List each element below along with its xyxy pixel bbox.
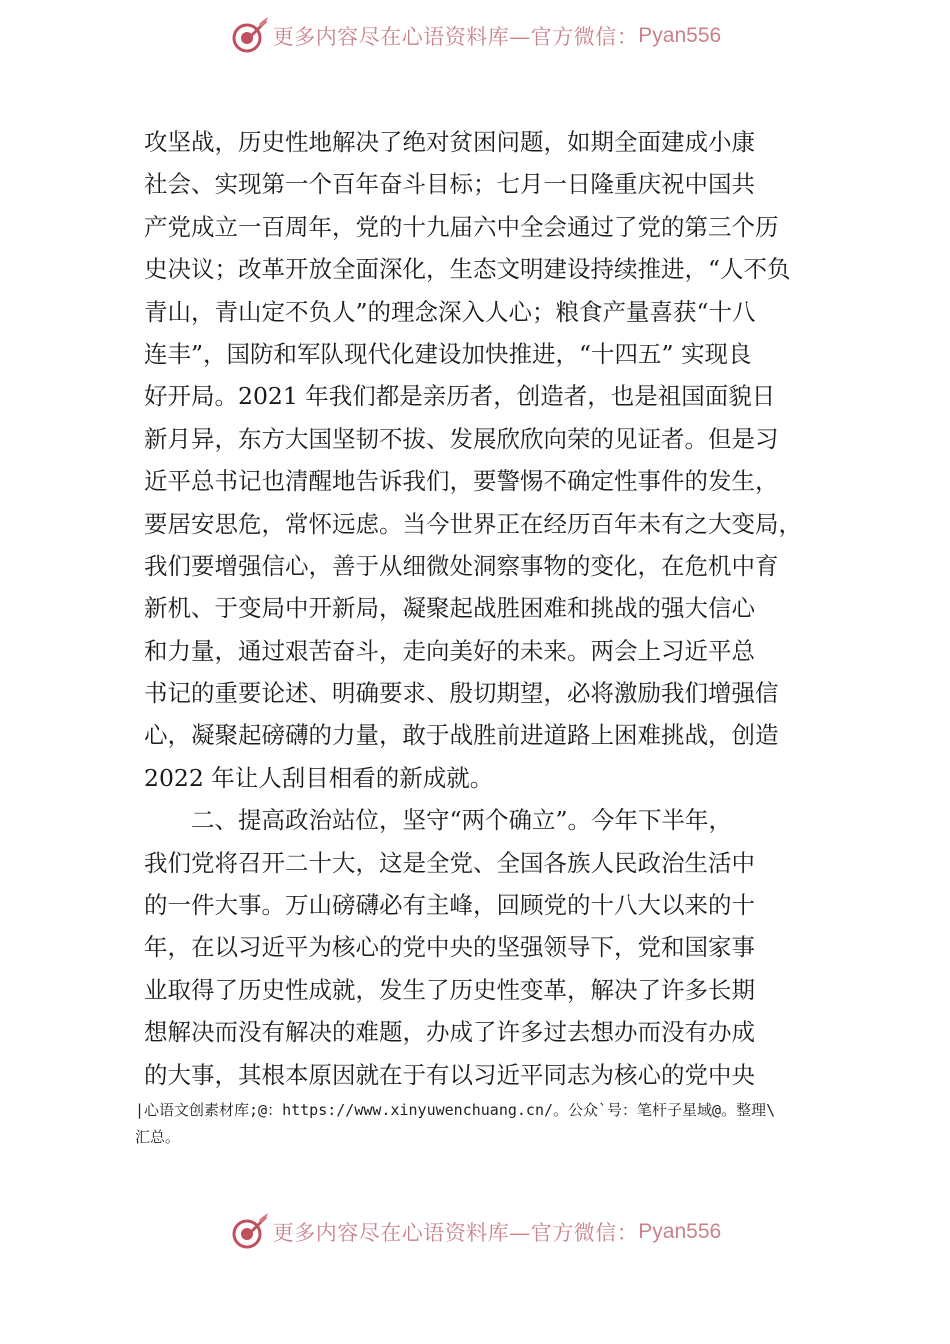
body-line: 我们要增强信心，善于从细微处洞察事物的变化，在危机中育	[144, 551, 779, 580]
body-line: 心，凝聚起磅礴的力量，敢于战胜前进道路上困难挑战，创造	[144, 721, 779, 750]
banner-wechat-id: Pyan556	[638, 24, 722, 47]
quill-logo-icon	[229, 1212, 269, 1252]
body-line: 想解决而没有解决的难题，办成了许多过去想办而没有办成	[144, 1018, 755, 1047]
body-line: 产党成立一百周年，党的十九届六中全会通过了党的第三个历	[144, 212, 779, 241]
body-line: 和力量，通过艰苦奋斗，走向美好的未来。两会上习近平总	[144, 636, 755, 665]
body-line: 业取得了历史性成就，发生了历史性变革，解决了许多长期	[144, 975, 755, 1004]
body-line: 要居安思危，常怀远虑。当今世界正在经历百年未有之大变局，	[144, 509, 802, 538]
body-line: 的一件大事。万山磅礴必有主峰，回顾党的十八大以来的十	[144, 891, 755, 920]
banner-text: 更多内容尽在心语资料库—官方微信：	[272, 25, 639, 49]
banner-wechat-id: Pyan556	[638, 1220, 722, 1243]
body-line: 青山，青山定不负人”的理念深入人心；粮食产量喜获“十八	[144, 297, 756, 326]
body-line: 我们党将召开二十大，这是全党、全国各族人民政治生活中	[144, 848, 755, 877]
body-line: 新月异，东方大国坚韧不拔、发展欣欣向荣的见证者。但是习	[144, 424, 779, 453]
body-line: 社会、实现第一个百年奋斗目标；七月一日隆重庆祝中国共	[144, 170, 755, 199]
body-line: 新机、于变局中开新局，凝聚起战胜困难和挑战的强大信心	[144, 594, 755, 623]
source-note	[135, 1097, 835, 1151]
body-line: 近平总书记也清醒地告诉我们，要警惕不确定性事件的发生，	[144, 467, 779, 496]
footer-banner	[0, 1210, 950, 1254]
body-line: 的大事，其根本原因就在于有以习近平同志为核心的党中央	[144, 1060, 755, 1089]
body-line: 连丰”，国防和军队现代化建设加快推进，“十四五” 实现良	[144, 339, 752, 368]
banner-text: 更多内容尽在心语资料库—官方微信：	[272, 1221, 639, 1245]
body-line: 好开局。2021 年我们都是亲历者，创造者，也是祖国面貌日	[144, 382, 776, 411]
body-line: 年，在以习近平为核心的党中央的坚强领导下，党和国家事	[144, 933, 755, 962]
document-body	[144, 121, 844, 1096]
section-heading-line: 二、提高政治站位，坚守“两个确立”。今年下半年，	[191, 806, 733, 835]
source-note-line: |心语文创素材库;@：https://www.xinyuwenchuang.cn/。公众`号：笔杆子星域@。整理\	[135, 1101, 776, 1119]
body-line: 史决议；改革开放全面深化，生态文明建设持续推进，“人不负	[144, 255, 791, 284]
body-line: 攻坚战，历史性地解决了绝对贫困问题，如期全面建成小康	[144, 128, 755, 156]
quill-logo-icon	[229, 16, 269, 56]
body-line: 书记的重要论述、明确要求、殷切期望，必将激励我们增强信	[144, 679, 779, 708]
header-banner	[0, 14, 950, 58]
body-line: 2022 年让人刮目相看的新成就。	[144, 763, 494, 792]
source-note-line: 汇总。	[135, 1128, 181, 1146]
